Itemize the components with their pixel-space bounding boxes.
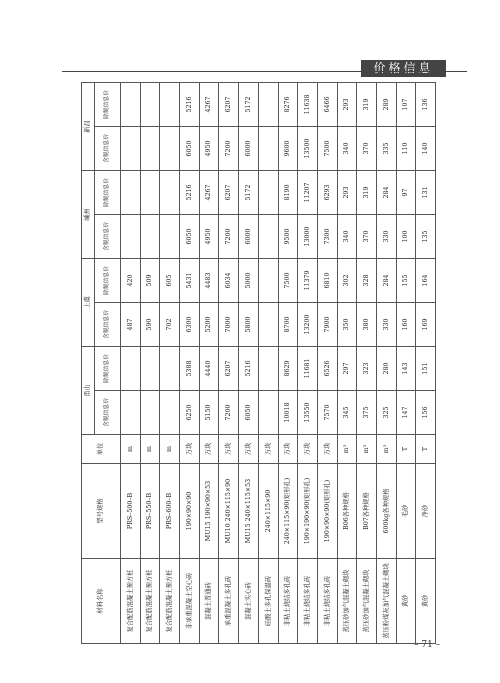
price-cell: 8629 xyxy=(278,347,298,391)
price-cell: 330 xyxy=(376,215,396,259)
price-cell: 7200 xyxy=(219,215,239,259)
material-name-cell: 非承重混凝土空心砖 xyxy=(180,559,200,644)
section-title-banner xyxy=(361,60,446,77)
unit-cell: m xyxy=(140,435,160,464)
price-cell: 169 xyxy=(416,303,436,347)
price-cell xyxy=(258,215,278,259)
price-cell xyxy=(160,215,180,259)
price-cell xyxy=(121,215,141,259)
spec-cell: B07各种规格 xyxy=(357,464,377,559)
price-cell: 375 xyxy=(357,391,377,435)
unit-cell: m xyxy=(160,435,180,464)
unit-cell: 万块 xyxy=(317,435,337,464)
price-cell: 370 xyxy=(357,127,377,171)
price-cell: 345 xyxy=(337,391,357,435)
price-cell: 6034 xyxy=(219,259,239,303)
page-number: – 71 – xyxy=(414,640,441,650)
price-cell: 6000 xyxy=(239,127,259,171)
table-row xyxy=(121,83,141,644)
price-cell: 8700 xyxy=(278,303,298,347)
material-name-cell: 黄砂 xyxy=(416,559,436,644)
material-name-cell: 复合配筋混凝土预方桩 xyxy=(160,559,180,644)
material-name-cell: 混凝土实心砖 xyxy=(239,559,259,644)
price-cell: 9600 xyxy=(278,127,298,171)
price-cell: 13000 xyxy=(298,215,318,259)
price-cell xyxy=(140,347,160,391)
price-cell: 5172 xyxy=(239,83,259,127)
header-tax-included: 含税信息价 xyxy=(95,303,121,347)
price-cell: 323 xyxy=(357,347,377,391)
material-name-cell: 复合配筋混凝土预方桩 xyxy=(140,559,160,644)
price-cell: 6250 xyxy=(180,391,200,435)
header-material-name: 材料名称 xyxy=(82,559,121,644)
price-cell: 328 xyxy=(357,259,377,303)
price-cell xyxy=(140,83,160,127)
price-table xyxy=(81,82,436,644)
spec-cell: 600kg各种规格 xyxy=(376,464,396,559)
price-cell: 10018 xyxy=(278,391,298,435)
spec-cell: 190×90×90(矩形孔) xyxy=(317,464,337,559)
header-tax-included: 含税信息价 xyxy=(95,127,121,171)
price-cell: 6300 xyxy=(180,303,200,347)
spec-cell: MU15 240×115×53 xyxy=(239,464,259,559)
price-cell xyxy=(258,391,278,435)
price-cell xyxy=(121,347,141,391)
price-cell: 110 xyxy=(396,127,416,171)
price-cell xyxy=(160,347,180,391)
price-cell: 7500 xyxy=(278,259,298,303)
spec-cell: 净砂 xyxy=(416,464,436,559)
price-cell: 325 xyxy=(376,391,396,435)
price-cell: 6810 xyxy=(317,259,337,303)
header-region: 甬山 xyxy=(82,347,95,435)
price-cell xyxy=(140,127,160,171)
price-cell: 140 xyxy=(416,127,436,171)
price-cell xyxy=(140,171,160,215)
price-cell: 335 xyxy=(376,127,396,171)
price-cell: 487 xyxy=(121,303,141,347)
material-name-cell: 硅酸土多孔保温砖 xyxy=(258,559,278,644)
material-name-cell: 蒸压粉煤灰加气混凝土砌块 xyxy=(376,559,396,644)
price-cell: 5800 xyxy=(239,303,259,347)
material-name-cell: 蒸压砂加气混凝土砌块 xyxy=(357,559,377,644)
price-cell: 155 xyxy=(396,259,416,303)
table-row xyxy=(180,83,200,644)
price-cell: 319 xyxy=(357,83,377,127)
price-cell: 7570 xyxy=(317,391,337,435)
price-cell: 5000 xyxy=(239,259,259,303)
material-name-cell: 非粘土烧结多孔砖 xyxy=(317,559,337,644)
material-name-cell: 黄砂 xyxy=(396,559,416,644)
spec-cell: 190×90×90 xyxy=(180,464,200,559)
price-cell: 8276 xyxy=(278,83,298,127)
unit-cell: T xyxy=(416,435,436,464)
material-name-cell: 复合配筋混凝土预方桩 xyxy=(121,559,141,644)
price-cell: 4267 xyxy=(199,171,219,215)
header-tax-excluded: 除税信息价 xyxy=(95,83,121,127)
price-cell: 7200 xyxy=(219,391,239,435)
price-cell: 289 xyxy=(376,83,396,127)
spec-cell: PRS–600–B xyxy=(160,464,180,559)
price-cell: 5216 xyxy=(180,83,200,127)
price-cell xyxy=(121,171,141,215)
price-cell: 143 xyxy=(396,347,416,391)
price-cell: 97 xyxy=(396,171,416,215)
price-cell xyxy=(121,83,141,127)
price-cell: 136 xyxy=(416,83,436,127)
table-row xyxy=(317,83,337,644)
price-cell xyxy=(160,83,180,127)
price-cell: 156 xyxy=(416,391,436,435)
table-row xyxy=(258,83,278,644)
table-row xyxy=(396,83,416,644)
price-cell: 319 xyxy=(357,171,377,215)
price-cell: 7200 xyxy=(219,127,239,171)
price-cell: 7300 xyxy=(317,215,337,259)
price-cell: 340 xyxy=(337,215,357,259)
table-row xyxy=(219,83,239,644)
table-row xyxy=(239,83,259,644)
unit-cell: m xyxy=(121,435,141,464)
price-cell: 135 xyxy=(416,215,436,259)
price-cell xyxy=(258,303,278,347)
price-cell: 5150 xyxy=(199,391,219,435)
price-cell: 5172 xyxy=(239,171,259,215)
price-cell xyxy=(121,391,141,435)
header-tax-included: 含税信息价 xyxy=(95,391,121,435)
price-cell xyxy=(160,127,180,171)
unit-cell: 万块 xyxy=(219,435,239,464)
price-cell: 13500 xyxy=(298,127,318,171)
price-cell: 4950 xyxy=(199,127,219,171)
header-unit: 单位 xyxy=(82,435,121,464)
unit-cell: m³ xyxy=(357,435,377,464)
spec-cell: 190×190×90(矩形孔) xyxy=(298,464,318,559)
price-cell: 509 xyxy=(140,259,160,303)
header-region: 上虞 xyxy=(82,259,95,347)
price-cell xyxy=(140,215,160,259)
price-cell: 5216 xyxy=(239,347,259,391)
price-cell xyxy=(258,171,278,215)
spec-cell: PRS–500–B xyxy=(121,464,141,559)
price-cell: 6050 xyxy=(239,391,259,435)
table-row xyxy=(140,83,160,644)
header-region: 嵊州 xyxy=(82,171,95,259)
header-tax-excluded: 除税信息价 xyxy=(95,259,121,303)
unit-cell: 万块 xyxy=(298,435,318,464)
table-row xyxy=(199,83,219,644)
price-cell xyxy=(258,83,278,127)
price-cell: 302 xyxy=(337,259,357,303)
price-cell: 6293 xyxy=(317,171,337,215)
price-cell: 5388 xyxy=(180,347,200,391)
price-cell: 7000 xyxy=(219,303,239,347)
spec-cell: MU15 190×90×53 xyxy=(199,464,219,559)
material-name-cell: 承重混凝土多孔砖 xyxy=(219,559,239,644)
price-cell: 5216 xyxy=(180,171,200,215)
price-cell: 284 xyxy=(376,171,396,215)
price-cell: 107 xyxy=(396,83,416,127)
header-spec: 型号规格 xyxy=(82,464,121,559)
price-cell: 6000 xyxy=(239,215,259,259)
material-name-cell: 蒸压砂加气混凝土砌块 xyxy=(337,559,357,644)
price-cell: 293 xyxy=(337,83,357,127)
spec-cell: 240×115×90(矩形孔) xyxy=(278,464,298,559)
price-cell: 4483 xyxy=(199,259,219,303)
price-cell: 6207 xyxy=(219,83,239,127)
price-cell: 6466 xyxy=(317,83,337,127)
table-row xyxy=(376,83,396,644)
price-cell: 6207 xyxy=(219,171,239,215)
material-name-cell: 非粘土烧结多孔砖 xyxy=(278,559,298,644)
spec-cell: B06各种规格 xyxy=(337,464,357,559)
price-cell: 330 xyxy=(376,303,396,347)
material-name-cell: 混凝土普通砖 xyxy=(199,559,219,644)
spec-cell: MU10 240×115×90 xyxy=(219,464,239,559)
header-region: 新昌 xyxy=(82,83,95,171)
price-cell: 702 xyxy=(160,303,180,347)
price-cell: 11638 xyxy=(298,83,318,127)
unit-cell: m³ xyxy=(337,435,357,464)
spec-cell: PRS–550–B xyxy=(140,464,160,559)
price-cell: 164 xyxy=(416,259,436,303)
price-cell: 590 xyxy=(140,303,160,347)
table-row xyxy=(337,83,357,644)
price-cell: 5431 xyxy=(180,259,200,303)
price-cell: 4267 xyxy=(199,83,219,127)
spec-cell: 240×115×90 xyxy=(258,464,278,559)
price-cell: 4950 xyxy=(199,215,219,259)
price-cell xyxy=(121,127,141,171)
header-rule xyxy=(62,71,467,72)
unit-cell: 万块 xyxy=(258,435,278,464)
price-cell: 350 xyxy=(337,303,357,347)
price-cell xyxy=(160,171,180,215)
price-cell: 420 xyxy=(121,259,141,303)
price-cell: 293 xyxy=(337,171,357,215)
price-cell: 100 xyxy=(396,215,416,259)
price-cell xyxy=(140,391,160,435)
section-title: 价格信息 xyxy=(373,61,434,75)
price-cell: 5200 xyxy=(199,303,219,347)
price-cell: 6050 xyxy=(180,127,200,171)
unit-cell: 万块 xyxy=(180,435,200,464)
unit-cell: m³ xyxy=(376,435,396,464)
price-cell xyxy=(160,391,180,435)
price-cell: 6526 xyxy=(317,347,337,391)
table-row xyxy=(416,83,436,644)
price-cell xyxy=(258,259,278,303)
price-cell xyxy=(258,347,278,391)
price-cell xyxy=(258,127,278,171)
price-cell: 9500 xyxy=(278,215,298,259)
price-cell: 11681 xyxy=(298,347,318,391)
price-cell: 280 xyxy=(376,347,396,391)
spec-cell: 毛砂 xyxy=(396,464,416,559)
unit-cell: 万块 xyxy=(199,435,219,464)
unit-cell: 万块 xyxy=(278,435,298,464)
price-table-container xyxy=(81,83,435,644)
price-cell: 6207 xyxy=(219,347,239,391)
price-cell: 11207 xyxy=(298,171,318,215)
table-row xyxy=(357,83,377,644)
table-row xyxy=(160,83,180,644)
price-cell: 340 xyxy=(337,127,357,171)
price-cell: 8190 xyxy=(278,171,298,215)
price-table-body xyxy=(121,83,436,644)
price-cell: 7500 xyxy=(317,127,337,171)
unit-cell: T xyxy=(396,435,416,464)
header-tax-included: 含税信息价 xyxy=(95,215,121,259)
price-cell: 370 xyxy=(357,215,377,259)
price-cell: 147 xyxy=(396,391,416,435)
material-name-cell: 非粘土烧结多孔砖 xyxy=(298,559,318,644)
price-cell: 380 xyxy=(357,303,377,347)
price-cell: 605 xyxy=(160,259,180,303)
price-cell: 151 xyxy=(416,347,436,391)
price-cell: 13550 xyxy=(298,391,318,435)
unit-cell: 万块 xyxy=(239,435,259,464)
price-cell: 284 xyxy=(376,259,396,303)
price-cell: 13200 xyxy=(298,303,318,347)
price-cell: 131 xyxy=(416,171,436,215)
price-cell: 160 xyxy=(396,303,416,347)
header-tax-excluded: 除税信息价 xyxy=(95,171,121,215)
price-cell: 7900 xyxy=(317,303,337,347)
price-cell: 297 xyxy=(337,347,357,391)
price-cell: 11379 xyxy=(298,259,318,303)
price-cell: 4440 xyxy=(199,347,219,391)
table-row xyxy=(298,83,318,644)
price-cell: 6050 xyxy=(180,215,200,259)
header-tax-excluded: 除税信息价 xyxy=(95,347,121,391)
table-row xyxy=(278,83,298,644)
